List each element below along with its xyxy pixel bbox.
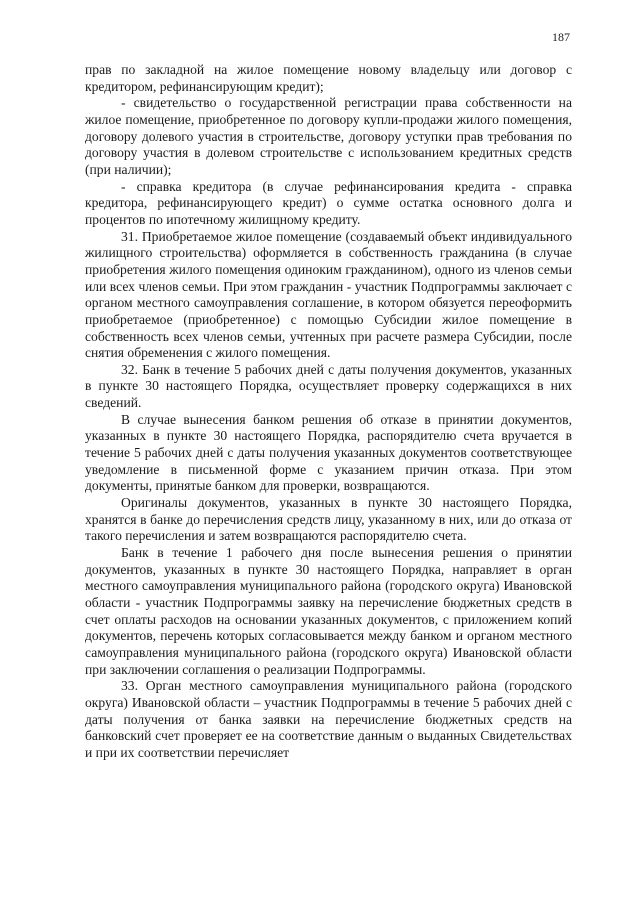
document-body (85, 62, 572, 762)
clause-32: 32. Банк в течение 5 рабочих дней с даты получения документов, указанных в пункте 30 настоящего Порядка, осуществляет проверку содержащихся в них сведений. (85, 361, 572, 411)
paragraph-originals: Оригиналы документов, указанных в пункте 30 настоящего Порядка, хранятся в банке до перечисления средств лицу, указанному в них, или до отказа от такого перечисления и затем возвращаются распорядителю счета. (85, 495, 572, 544)
clause-33: 33. Орган местного самоуправления муниципального района (городского округа) Ивановской области – участник Подпрограммы в течение 5 рабочих дней с даты получения от банка заявки на перечисление бюджетных средств на банковский счет проверяет ее на соответствие данным о выданных Свидетельствах и при их соответствии перечисляет (85, 678, 572, 760)
clause-31: 31. Приобретаемое жилое помещение (создаваемый объект индивидуального жилищного строительства) оформляется в собственность гражданина (в случае приобретения жилого помещения одиноким гражданином), одного из членов семьи или всех членов семьи. При этом гражданин - участник Подпрограммы заключает с органом местного самоуправления соглашение, в котором обязуется переоформить приобретаемое (приобретенное) с помощью Субсидии жилое помещение в собственность всех членов семьи, учтенных при расчете размера Субсидии, после снятия обременения с жилого помещения. (85, 228, 572, 361)
paragraph-bank-request: Банк в течение 1 рабочего дня после вынесения решения о принятии документов, указанных в пункте 30 настоящего Порядка, направляет в орган местного самоуправления муниципального района (городского округа) Ивановской области - участник Подпрограммы заявку на перечисление бюджетных средств в счет оплаты расходов на основании указанных документов, с приложением копий документов, перечень которых согласовывается между банком и органом местного самоуправления муниципального района (городского округа) Ивановской области при заключении соглашения о реализации Подпрограммы. (85, 545, 572, 677)
list-item-certificate: - свидетельство о государственной регистрации права собственности на жилое помещение, приобретенное по договору купли-продажи жилого помещения, договору долевого участия в строительстве, договору уступки прав требования по договору участия в долевом строительстве с использованием кредитных средств (при наличии); (85, 95, 572, 177)
paragraph-continuation: прав по закладной на жилое помещение новому владельцу или договор с кредитором, рефинансирующим кредит); (85, 62, 572, 94)
list-item-creditor-statement: - справка кредитора (в случае рефинансирования кредита - справка кредитора, рефинансирующего кредит) о сумме остатка основного долга и процентов по ипотечному жилищному кредиту. (85, 178, 572, 227)
page-number: 187 (552, 30, 570, 44)
paragraph-refusal: В случае вынесения банком решения об отказе в принятии документов, указанных в пункте 30 настоящего Порядка, распорядителю счета вручается в течение 5 рабочих дней с даты получения указанных документов соответствующее уведомление в письменной форме с указанием причин отказа. При этом документы, принятые банком для проверки, возвращаются. (85, 411, 572, 494)
